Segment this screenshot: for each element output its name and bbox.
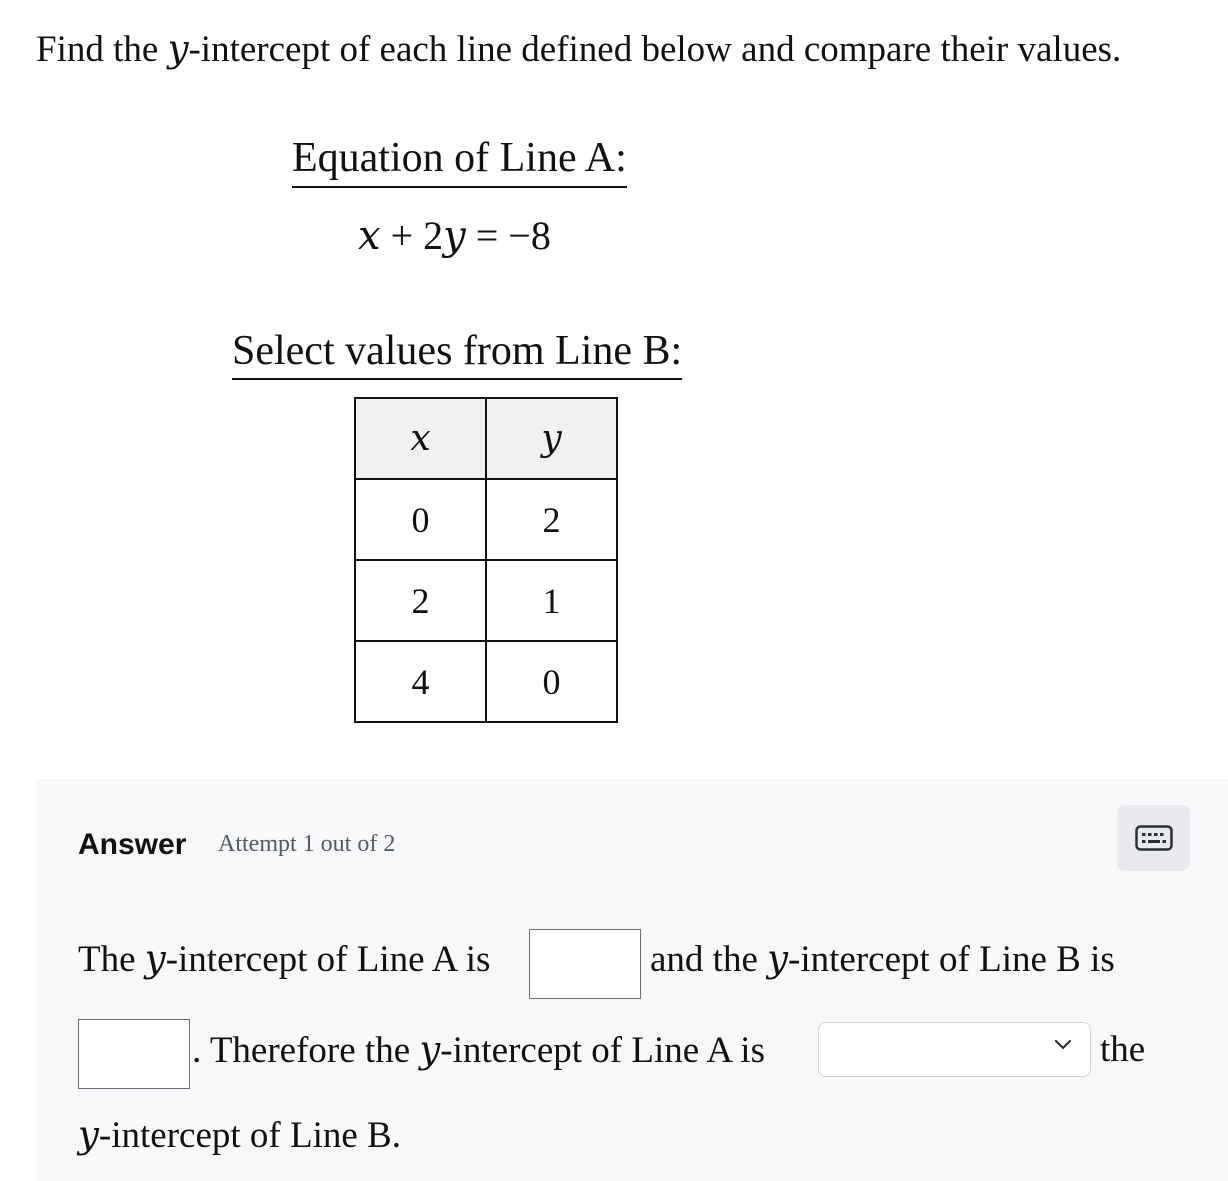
attempt-counter: Attempt 1 out of 2 [218,831,396,857]
cell-x: 0 [355,479,486,560]
comparison-select[interactable] [818,1022,1091,1077]
line-b-title: Select values from Line B: [232,325,682,380]
variable-y: y [167,27,189,70]
cell-y: 2 [486,479,617,560]
table-row [355,641,617,722]
sentence-part-5: y-intercept of Line B. [78,1113,401,1156]
line-b-table [354,397,618,723]
line-a-title: Equation of Line A: [292,132,627,188]
question-text: Find the y-intercept of each line defined below and compare their values. [36,27,1122,70]
header-y: y [486,398,617,479]
line-b-intercept-input[interactable] [78,1019,190,1089]
sentence-part-3: . Therefore the y-intercept of Line A is [192,1028,765,1071]
cell-y: 0 [486,641,617,722]
line-a-equation: x + 2y = −8 [358,213,551,259]
answer-label: Answer [78,828,187,861]
sentence-part-4: the [1100,1029,1146,1070]
cell-x: 2 [355,560,486,641]
table-row [355,560,617,641]
keyboard-button[interactable] [1117,805,1190,871]
chevron-down-icon [1054,1039,1072,1051]
answer-panel [36,778,1228,1181]
keyboard-icon [1135,825,1173,851]
header-x: x [355,398,486,479]
sentence-part-2: and the y-intercept of Line B is [650,937,1115,980]
sentence-part-1: The y-intercept of Line A is [78,937,491,980]
cell-y: 1 [486,560,617,641]
line-a-intercept-input[interactable] [529,929,641,999]
cell-x: 4 [355,641,486,722]
table-row [355,479,617,560]
